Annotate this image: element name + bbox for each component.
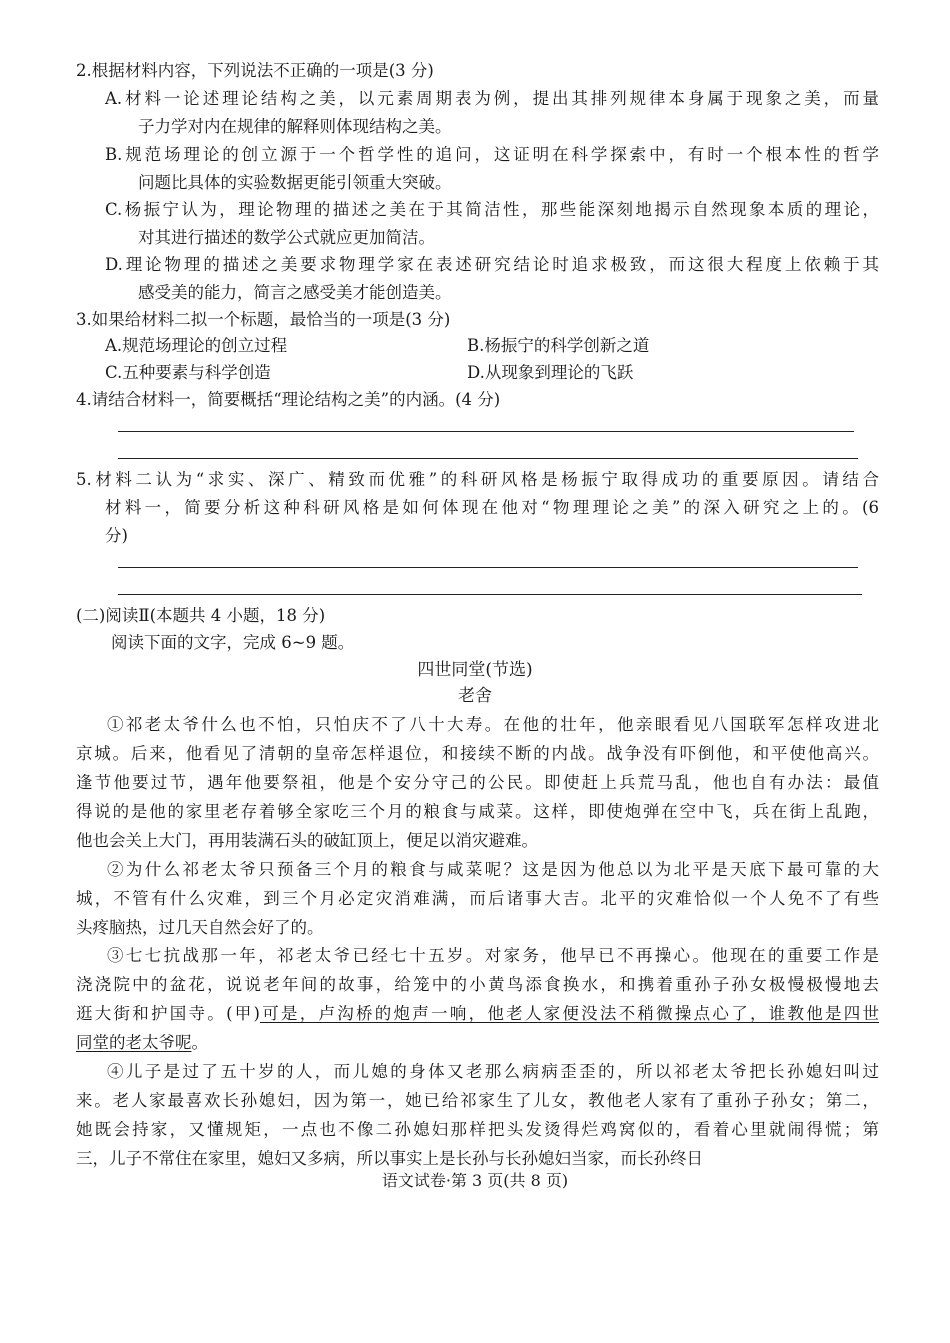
p4-line-4: 三，儿子不常住在家里，媳妇又多病，所以事实上是长孙与长孙媳妇当家，而长孙终日 [76,1149,703,1168]
p3-line-2: 浇浇院中的盆花，说说老年间的故事，给笼中的小黄鸟添食换水，和携着重孙子孙女极慢极慢地去 [76,975,879,994]
p2-line-3: 头疼脑热，过几天自然会好了的。 [76,918,324,937]
q2-option-c-line1: C.杨振宁认为，理论物理的描述之美在于其简洁性，那些能深刻地揭示自然现象本质的理论， [105,200,879,219]
q3-option-c: C.五种要素与科学创造 [105,363,271,382]
q3-option-b: B.杨振宁的科学创新之道 [467,336,650,355]
p3-underlined-sentence-part2: 同堂的老太爷呢 [76,1033,192,1052]
section-instruction: 阅读下面的文字，完成 6~9 题。 [111,633,355,652]
q5-answer-line-2 [118,594,862,595]
p3-line-1: ③七七抗战那一年，祁老太爷已经七十五岁。对家务，他早已不再操心。他现在的重要工作是 [107,946,879,965]
q3-option-d: D.从现象到理论的飞跃 [467,363,634,382]
p1-line-2: 京城。后来，他看见了清朝的皇帝怎样退位，和接续不断的内战。战争没有吓倒他，和平使他高兴。 [76,744,879,763]
q2-option-a-line2: 子力学对内在规律的解释则体现结构之美。 [138,117,452,136]
p3-underlined-sentence-part1: 可是，卢沟桥的炮声一响，他老人家便没法不稍微操点心了，谁教他是四世 [259,1004,880,1023]
q5-stem-line3: 分) [105,526,128,545]
q5-stem-line2: 材料一，简要分析这种科研风格是如何体现在他对“物理理论之美”的深入研究之上的。(6 [105,498,879,517]
p1-line-3: 逢节他要过节，遇年他要祭祖，他是个安分守己的公民。即使赶上兵荒马乱，他也自有办法：最值 [76,773,879,792]
q2-option-d-line2: 感受美的能力，简言之感受美才能创造美。 [138,283,452,302]
q2-stem: 2.根据材料内容，下列说法不正确的一项是(3 分) [76,61,434,80]
q5-stem-line1: 5.材料二认为“求实、深广、精致而优雅”的科研风格是杨振宁取得成功的重要原因。请结合 [76,470,879,489]
p4-line-2: 来。老人家最喜欢长孙媳妇，因为第一，她已给祁家生了儿女，教他老人家有了重孙子孙女；第二， [76,1091,879,1110]
q2-option-c-line2: 对其进行描述的数学公式就应更加简洁。 [138,228,435,247]
page-footer: 语文试卷·第 3 页(共 8 页) [381,1171,569,1190]
q2-option-b-line2: 问题比具体的实验数据更能引领重大突破。 [138,173,452,192]
p3-line-3-plain: 逛大街和护国寺。(甲) [76,1004,260,1023]
q5-answer-line-1 [118,567,858,568]
p3-line-3 [76,1002,879,1026]
p4-line-1: ④儿子是过了五十岁的人，而儿媳的身体又老那么病病歪歪的，所以祁老太爷把长孙媳妇叫过 [107,1062,879,1081]
p3-line-4 [76,1031,208,1055]
q3-stem: 3.如果给材料二拟一个标题，最恰当的一项是(3 分) [76,310,451,329]
q2-option-d-line1: D.理论物理的描述之美要求物理学家在表述研究结论时追求极致，而这很大程度上依赖于其 [105,255,879,274]
p3-line-4-end: 。 [191,1033,208,1052]
q4-answer-line-2 [118,458,858,459]
q4-stem: 4.请结合材料一，简要概括“理论结构之美”的内涵。(4 分) [76,390,501,409]
p2-line-2: 城，不管有什么灾难，到三个月必定灾消难满，而后诸事大吉。北平的灾难恰似一个人免不了有些 [76,889,879,908]
passage-title: 四世同堂(节选) [417,660,533,680]
p1-line-4: 得说的是他的家里老存着够全家吃三个月的粮食与咸菜。这样，即使炮弹在空中飞，兵在街上乱跑， [76,802,879,821]
p4-line-3: 她既会持家，又懂规矩，一点也不像二孙媳妇那样把头发烫得烂鸡窝似的，看着心里就闹得慌；第 [76,1120,879,1139]
section-heading: (二)阅读Ⅱ(本题共 4 小题，18 分) [76,606,326,625]
passage-author: 老舍 [458,686,492,706]
q4-answer-line-1 [118,431,854,432]
p1-line-5: 他也会关上大门，再用装满石头的破缸顶上，便足以消灾避难。 [76,831,538,850]
q2-option-b-line1: B.规范场理论的创立源于一个哲学性的追问，这证明在科学探索中，有时一个根本性的哲学 [105,145,879,164]
p1-line-1: ①祁老太爷什么也不怕，只怕庆不了八十大寿。在他的壮年，他亲眼看见八国联军怎样攻进北 [107,715,879,734]
p2-line-1: ②为什么祁老太爷只预备三个月的粮食与咸菜呢？这是因为他总以为北平是天底下最可靠的大 [107,860,879,879]
q3-option-a: A.规范场理论的创立过程 [105,336,288,355]
q2-option-a-line1: A.材料一论述理论结构之美，以元素周期表为例，提出其排列规律本身属于现象之美，而量 [105,89,879,108]
